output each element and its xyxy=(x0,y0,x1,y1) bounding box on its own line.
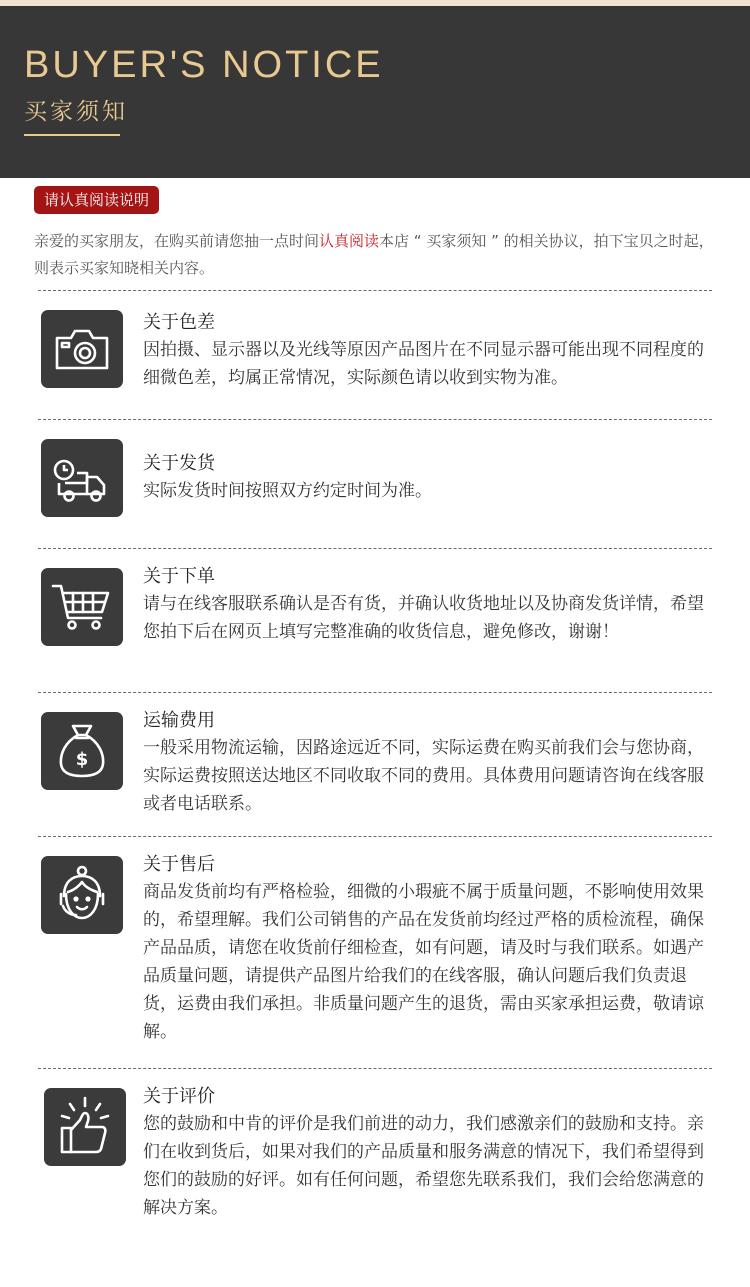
section-title: 关于评价 xyxy=(143,1086,215,1107)
section-divider xyxy=(38,290,712,291)
read-carefully-badge: 请认真阅读说明 xyxy=(34,186,159,214)
section-divider xyxy=(38,419,712,420)
thumbs-up-icon xyxy=(44,1088,126,1166)
section-body: 实际发货时间按照双方约定时间为准。 xyxy=(143,481,432,501)
section-divider xyxy=(38,1068,712,1069)
section-title: 关于色差 xyxy=(143,312,215,333)
header-title-cn: 买家须知 xyxy=(24,99,128,125)
section-body: 请与在线客服联系确认是否有货，并确认收货地址以及协商发货详情，希望您拍下后在网页上填写完整准确的收货信息，避免修改，谢谢！ xyxy=(143,594,704,642)
section-divider xyxy=(38,836,712,837)
section-title: 关于下单 xyxy=(143,566,215,587)
section-title: 关于售后 xyxy=(143,854,215,875)
shopping-cart-icon xyxy=(41,568,123,646)
section-divider xyxy=(38,548,712,549)
svg-text:$: $ xyxy=(75,749,89,770)
header-title-en: BUYER'S NOTICE xyxy=(24,44,384,86)
section-body: 您的鼓励和中肯的评价是我们前进的动力，我们感激亲们的鼓励和支持。亲们在收到货后，如果对我们的产品质量和服务满意的情况下，我们希望得到您们的鼓励的好评。如有任何问题，希望您先联系我们，我们会给您满意的解决方案。 xyxy=(143,1114,704,1218)
intro-text-before: 亲爱的买家朋友，在购买前请您抽一点时间 xyxy=(34,232,320,250)
section-title: 运输费用 xyxy=(143,710,215,731)
delivery-truck-icon xyxy=(41,439,123,517)
section-body: 因拍摄、显示器以及光线等原因产品图片在不同显示器可能出现不同程度的细微色差，均属正常情况，实际颜色请以收到实物为准。 xyxy=(143,340,704,388)
section-body: 一般采用物流运输，因路途远近不同，实际运费在购买前我们会与您协商，实际运费按照送达地区不同收取不同的费用。具体费用问题请咨询在线客服或者电话联系。 xyxy=(143,738,704,814)
header-banner xyxy=(0,6,750,178)
section-divider xyxy=(38,692,712,693)
intro-highlight: 认真阅读 xyxy=(319,232,380,250)
intro-paragraph xyxy=(34,228,724,282)
camera-icon xyxy=(41,310,123,388)
section-body: 商品发货前均有严格检验，细微的小瑕疵不属于质量问题，不影响使用效果的，希望理解。我们公司销售的产品在发货前均经过严格的质检流程，确保产品品质，请您在收货前仔细检查，如有问题，请及时与我们联系。如遇产品质量问题，请提供产品图片给我们的在线客服，确认问题后我们负责退货，运费由我们承担。非质量问题产生的退货，需由买家承担运费，敬请谅解。 xyxy=(143,882,704,1042)
intro-text-after: 本店 “ 买家须知 ” 的相关协议，拍下宝贝之时起，则表示买家知晓相关内容。 xyxy=(34,232,714,277)
section-title: 关于发货 xyxy=(143,453,215,474)
header-underline xyxy=(24,134,120,136)
customer-service-icon xyxy=(41,856,123,934)
money-bag-icon xyxy=(41,712,123,790)
